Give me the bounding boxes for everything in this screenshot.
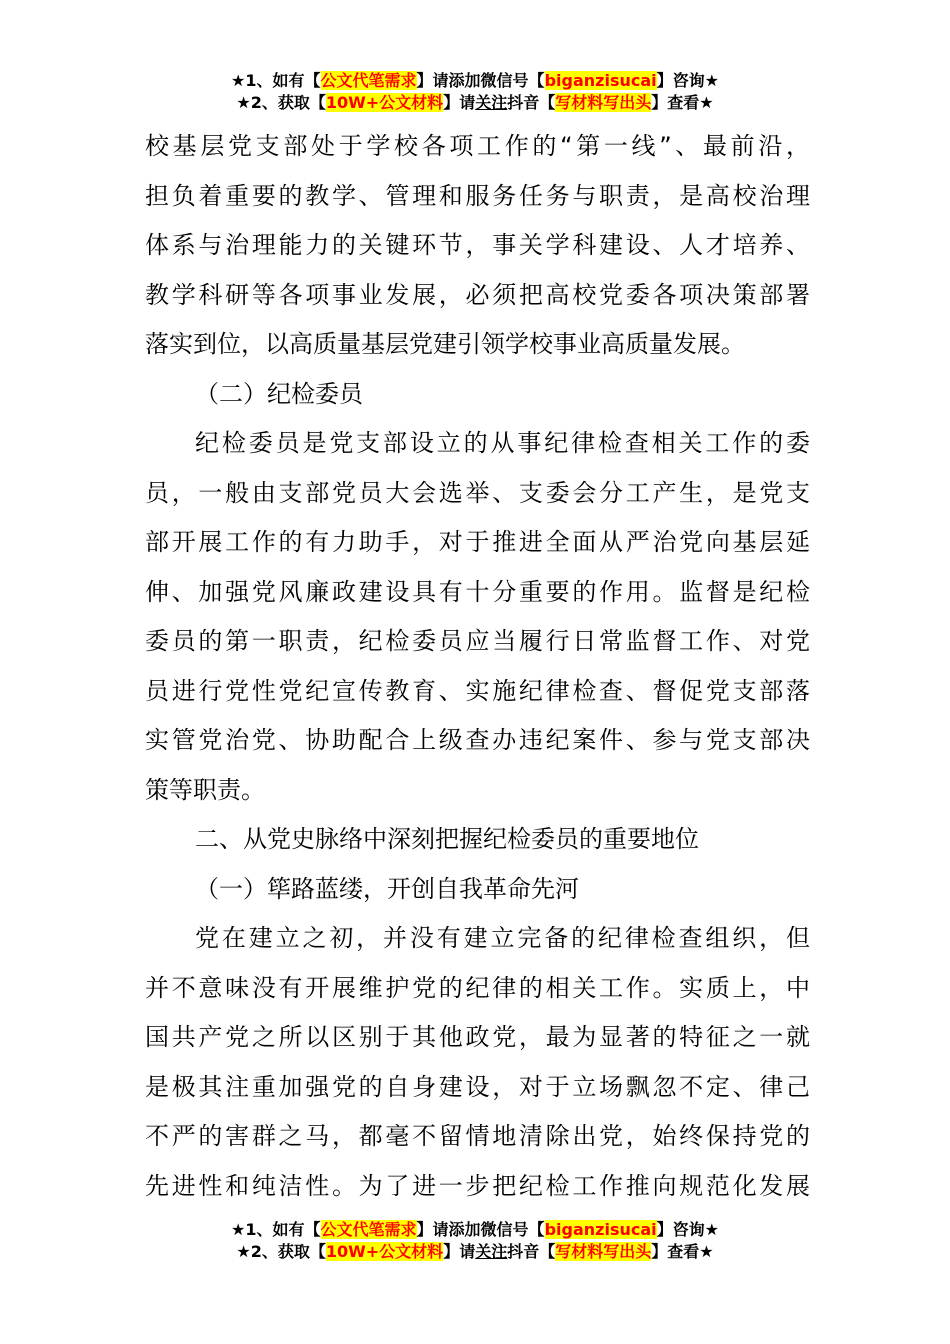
- body-line: 策等职责。: [145, 775, 265, 804]
- body-line: 落实到位，以高质量基层党建引领学校事业高质量发展。: [145, 330, 745, 358]
- highlight-materials: 10W+公文材料: [325, 93, 444, 112]
- body-line: 先进性和纯洁性。为了进一步把纪检工作推向规范化发展: [145, 1171, 810, 1200]
- banner-text: 】请: [416, 71, 449, 90]
- section-heading: 二、从党史脉络中深刻把握纪检委员的重要地位: [195, 825, 699, 853]
- body-line: 不严的害群之马，都毫不留情地清除出党，始终保持党的: [145, 1122, 810, 1150]
- subsection-heading: （一）筚路蓝缕，开创自我革命先河: [195, 874, 579, 903]
- banner-text: 】咨询★: [656, 1220, 719, 1239]
- footer-banner: [0, 1219, 950, 1263]
- banner-text: 】查看★: [651, 93, 714, 112]
- banner-line-2: [0, 92, 950, 114]
- body-line: 伸、加强党风廉政建设具有十分重要的作用。监督是纪检: [145, 577, 810, 606]
- body-line: 是极其注重加强党的自身建设，对于立场飘忽不定、律己: [145, 1072, 810, 1101]
- highlight-wechat-id: biganzisucai: [544, 71, 657, 90]
- highlight-service: 公文代笔需求: [320, 71, 417, 90]
- banner-text: 】请: [443, 93, 476, 112]
- body-line: 实管党治党、协助配合上级查办违纪案件、参与党支部决: [145, 726, 810, 754]
- body-line: 国共产党之所以区别于其他政党，最为显著的特征之一就: [145, 1023, 810, 1051]
- body-line: 并不意味没有开展维护党的纪律的相关工作。实质上，中: [145, 973, 810, 1002]
- banner-line-2: [0, 1241, 950, 1263]
- banner-line-1: [0, 70, 950, 92]
- banner-text: 添加: [448, 1220, 481, 1239]
- highlight-materials: 10W+公文材料: [325, 1242, 444, 1261]
- banner-text: 关注: [475, 1242, 508, 1261]
- body-line: 纪检委员是党支部设立的从事纪律检查相关工作的委: [195, 429, 810, 457]
- banner-text: 添加: [448, 71, 481, 90]
- banner-text: 】请: [416, 1220, 449, 1239]
- banner-text: 微信号【: [480, 71, 545, 90]
- body-line: 教学科研等各项事业发展，必须把高校党委各项决策部署: [145, 280, 810, 309]
- banner-text: 】咨询★: [656, 71, 719, 90]
- banner-line-1: [0, 1219, 950, 1241]
- highlight-wechat-id: biganzisucai: [544, 1220, 657, 1239]
- body-line: 校基层党支部处于学校各项工作的“第一线”、最前沿，: [145, 132, 810, 160]
- section-heading: （二）纪检委员: [195, 379, 363, 408]
- highlight-douyin-account: 写材料写出头: [555, 1242, 652, 1261]
- banner-text: ★2、获取【: [236, 93, 326, 112]
- banner-text: 抖音【: [507, 93, 556, 112]
- body-line: 员进行党性党纪宣传教育、实施纪律检查、督促党支部落: [145, 676, 810, 705]
- body-line: 担负着重要的教学、管理和服务任务与职责，是高校治理: [145, 181, 810, 210]
- banner-text: 关注: [475, 93, 508, 112]
- body-line: 体系与治理能力的关键环节，事关学科建设、人才培养、: [145, 231, 810, 259]
- document-body: [145, 122, 810, 1211]
- body-line: 委员的第一职责，纪检委员应当履行日常监督工作、对党: [145, 627, 810, 655]
- header-banner: [0, 70, 950, 114]
- banner-text: ★2、获取【: [236, 1242, 326, 1261]
- banner-text: 】查看★: [651, 1242, 714, 1261]
- body-line: 员，一般由支部党员大会选举、支委会分工产生，是党支: [145, 478, 810, 507]
- banner-text: 抖音【: [507, 1242, 556, 1261]
- highlight-douyin-account: 写材料写出头: [555, 93, 652, 112]
- banner-text: ★1、如有【: [231, 1220, 321, 1239]
- banner-text: 微信号【: [480, 1220, 545, 1239]
- body-line: 党在建立之初，并没有建立完备的纪律检查组织，但: [195, 924, 810, 952]
- banner-text: ★1、如有【: [231, 71, 321, 90]
- highlight-service: 公文代笔需求: [320, 1220, 417, 1239]
- body-line: 部开展工作的有力助手，对于推进全面从严治党向基层延: [145, 528, 810, 556]
- banner-text: 】请: [443, 1242, 476, 1261]
